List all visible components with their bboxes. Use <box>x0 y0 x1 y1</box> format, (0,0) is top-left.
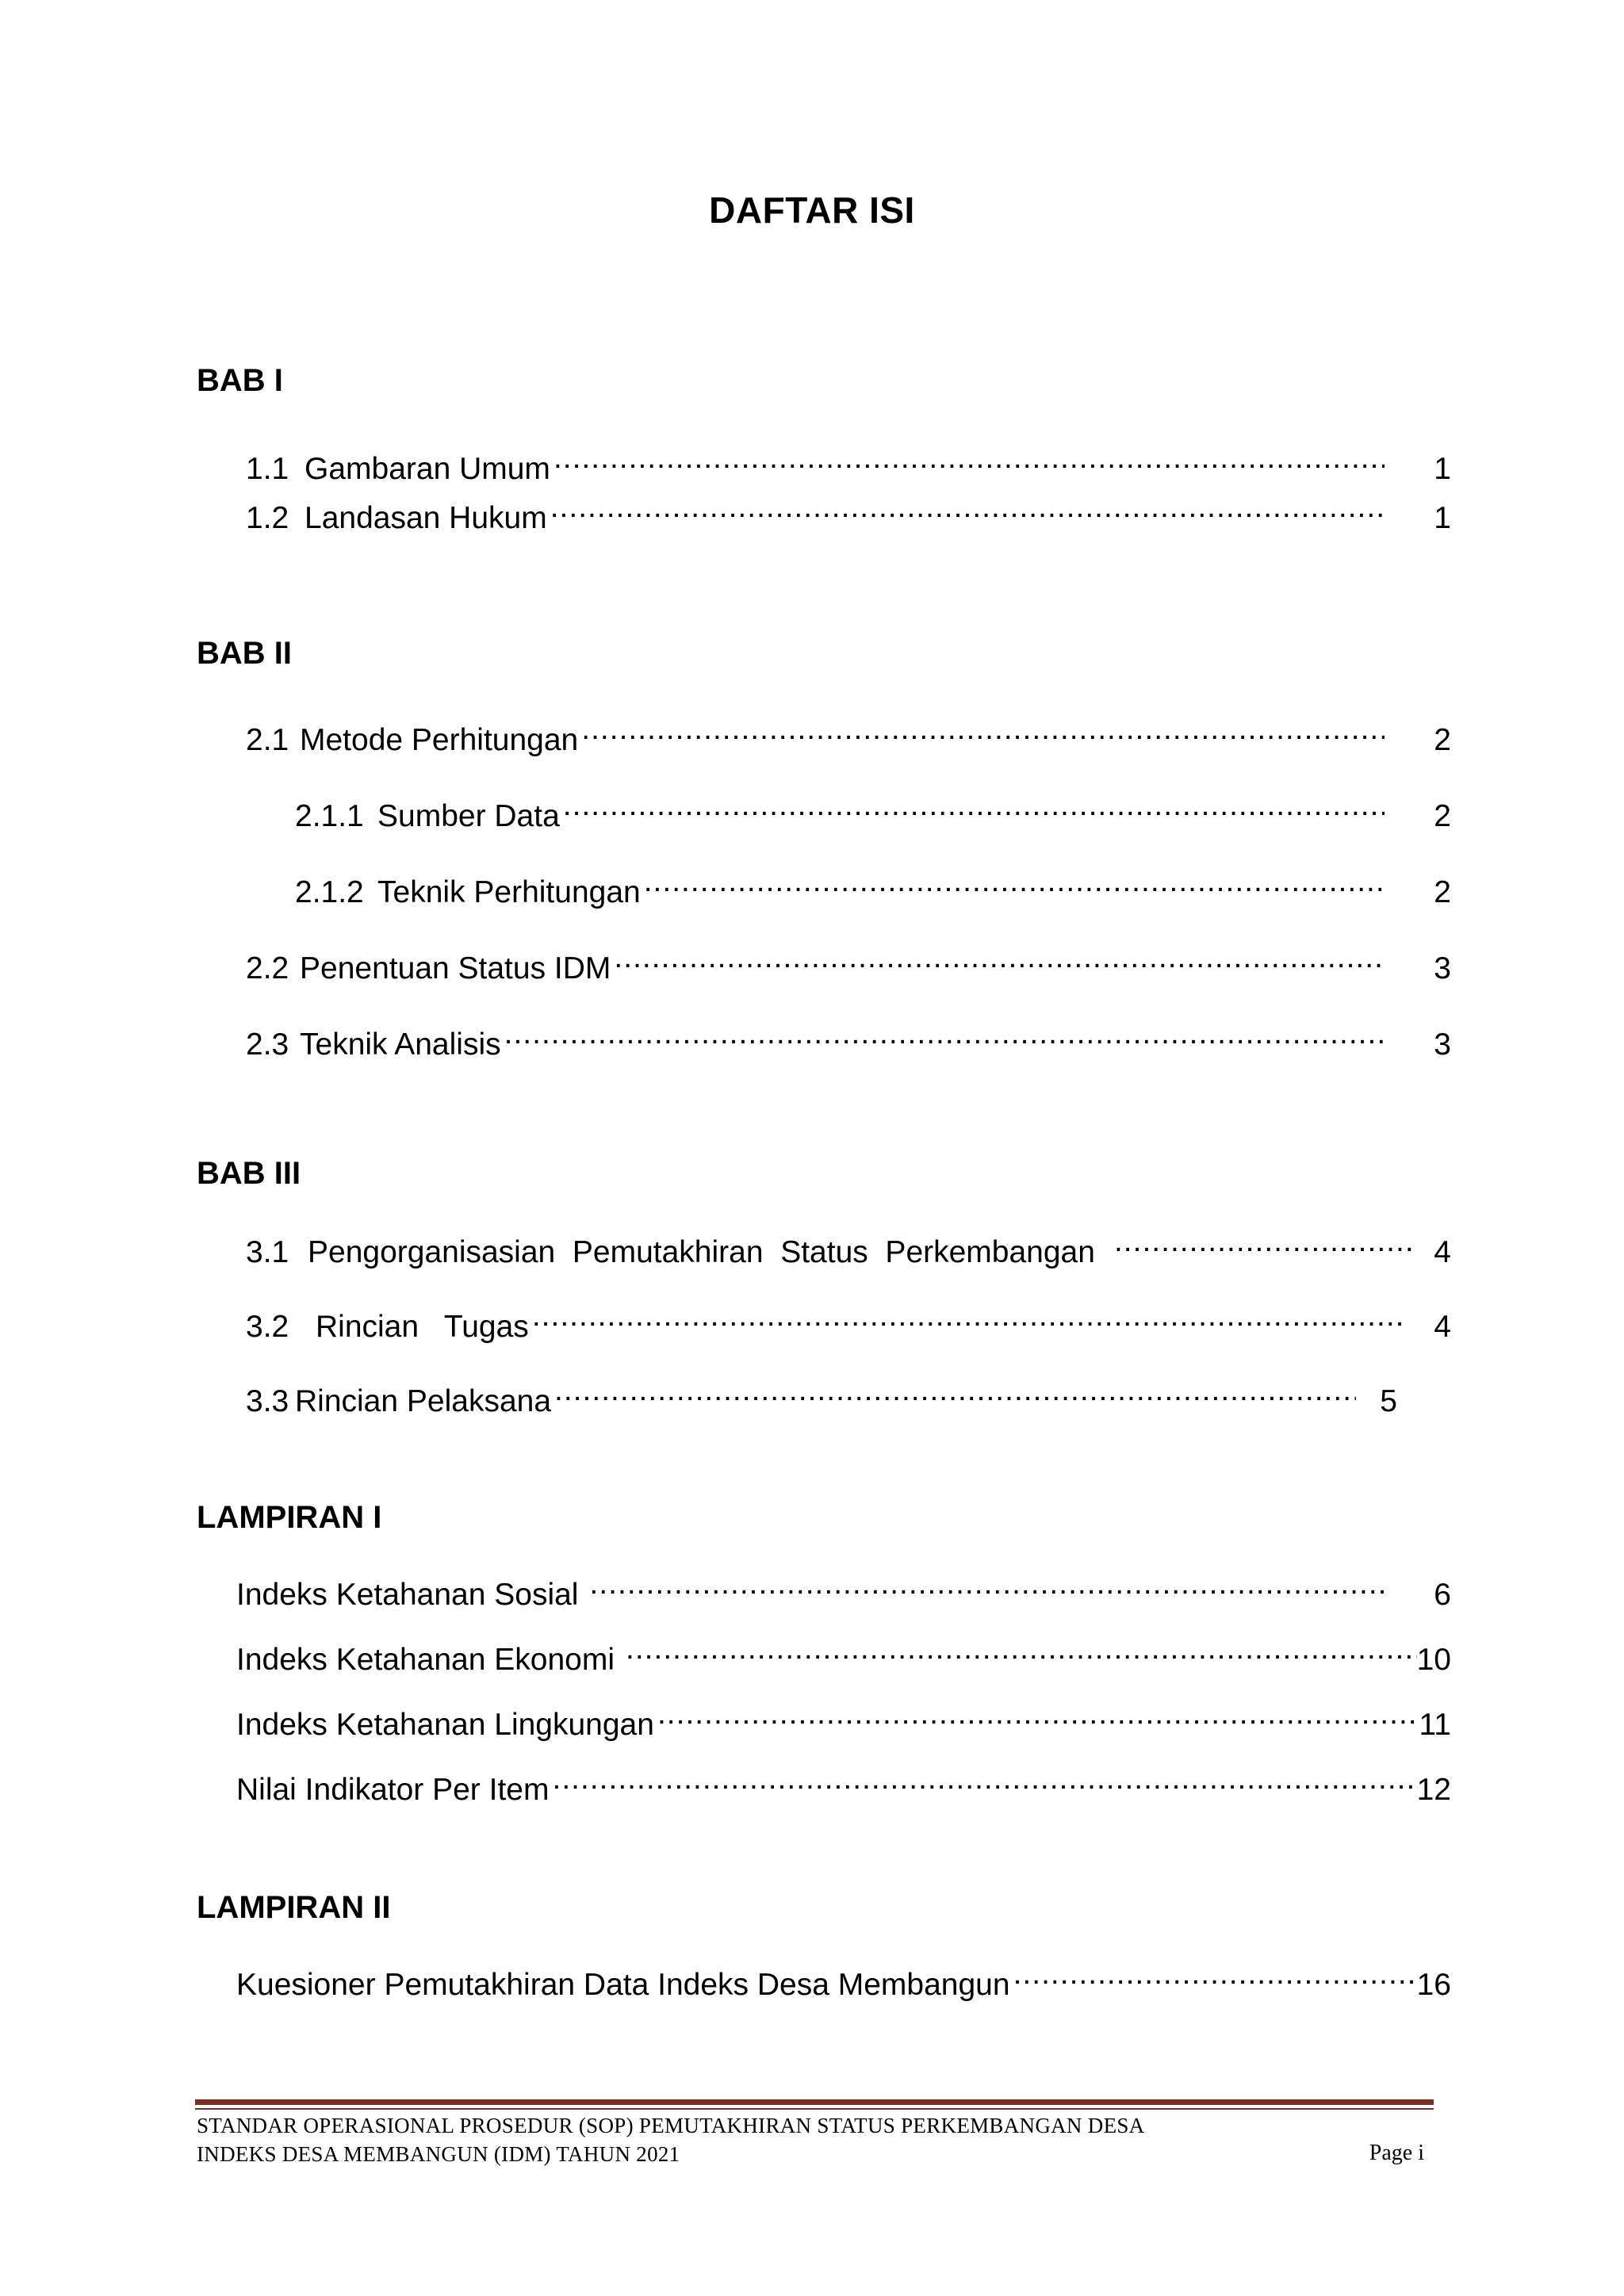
toc-entry[interactable] <box>246 1221 1451 1269</box>
toc-entry-page: 2 <box>1434 723 1451 757</box>
toc-entry-title: Gambaran Umum <box>304 452 550 486</box>
toc-entry-title: Indeks Ketahanan Ekonomi <box>236 1643 615 1677</box>
toc-entry-number: 1.1 <box>246 452 289 486</box>
chapter-heading-lampiran-i: LAMPIRAN I <box>197 1500 382 1535</box>
toc-dot-leader <box>1114 1221 1413 1262</box>
page-title: DAFTAR ISI <box>709 189 915 231</box>
toc-entry-title: Indeks Ketahanan Lingkungan <box>236 1708 654 1742</box>
toc-entry-page: 6 <box>1434 1578 1451 1612</box>
toc-dot-leader <box>504 1013 1385 1054</box>
toc-entry-page: 1 <box>1434 501 1451 535</box>
footer-rule-thin <box>195 2108 1434 2110</box>
toc-entry[interactable] <box>246 438 1451 486</box>
toc-dot-leader <box>553 438 1385 479</box>
toc-dot-leader <box>657 1693 1419 1735</box>
toc-entry[interactable] <box>236 1954 1451 2002</box>
toc-entry[interactable] <box>295 861 1451 909</box>
toc-dot-leader <box>1013 1954 1417 1995</box>
toc-entry-page: 5 <box>1380 1384 1397 1418</box>
toc-entry-number: 3.1 <box>246 1235 289 1269</box>
toc-entry-page: 2 <box>1434 875 1451 909</box>
toc-entry-title: Sumber Data <box>377 799 560 833</box>
toc-dot-leader <box>563 785 1385 826</box>
toc-entry-title: Nilai Indikator Per Item <box>236 1773 550 1807</box>
toc-entry[interactable] <box>246 709 1451 757</box>
toc-dot-leader <box>550 487 1385 528</box>
toc-entry[interactable] <box>246 937 1451 985</box>
toc-entry-title: Pengorganisasian Pemutakhiran Status Perkembangan <box>308 1235 1095 1269</box>
toc-entry-page: 1 <box>1434 452 1451 486</box>
chapter-heading-bab-ii: BAB II <box>197 636 292 671</box>
toc-dot-leader <box>589 1563 1385 1605</box>
toc-entry-number: 2.1.1 <box>295 799 364 833</box>
toc-entry-page: 12 <box>1416 1773 1451 1807</box>
chapter-heading-bab-iii: BAB III <box>197 1156 301 1191</box>
toc-entry-title: Landasan Hukum <box>304 501 547 535</box>
toc-entry[interactable] <box>295 785 1451 833</box>
toc-dot-leader <box>581 709 1385 750</box>
toc-entry-title: Rincian Pelaksana <box>295 1384 552 1418</box>
toc-entry-page: 10 <box>1416 1643 1451 1677</box>
footer-page-number: Page i <box>1369 2141 1424 2165</box>
toc-entry-page: 2 <box>1434 799 1451 833</box>
toc-entry-number: 3.3 <box>246 1384 289 1418</box>
toc-entry[interactable] <box>246 1013 1451 1062</box>
toc-entry-title: Indeks Ketahanan Sosial <box>236 1578 579 1612</box>
toc-entry-title: Teknik Analisis <box>300 1027 501 1062</box>
toc-entry-page: 11 <box>1419 1708 1451 1742</box>
toc-dot-leader <box>554 1370 1356 1411</box>
toc-entry-title: Metode Perhitungan <box>300 723 579 757</box>
toc-entry-number: 2.1.2 <box>295 875 364 909</box>
toc-entry[interactable] <box>236 1693 1451 1742</box>
toc-dot-leader <box>532 1295 1405 1337</box>
footer-line-2: INDEKS DESA MEMBANGUN (IDM) TAHUN 2021 <box>197 2142 680 2166</box>
toc-entry-number: 2.2 <box>246 951 289 985</box>
toc-entry-title: Rincian Tugas <box>316 1310 529 1344</box>
toc-entry-page: 3 <box>1434 951 1451 985</box>
toc-entry-page: 4 <box>1434 1235 1451 1269</box>
toc-entry[interactable] <box>246 1295 1451 1344</box>
toc-entry-number: 1.2 <box>246 501 289 535</box>
toc-dot-leader <box>552 1758 1416 1800</box>
toc-entry[interactable] <box>246 1370 1397 1418</box>
toc-entry-title: Kuesioner Pemutakhiran Data Indeks Desa Membangun <box>236 1968 1010 2002</box>
toc-entry-number: 3.2 <box>246 1310 289 1344</box>
toc-entry-page: 3 <box>1434 1027 1451 1062</box>
footer-rule <box>195 2099 1434 2105</box>
toc-entry[interactable] <box>236 1758 1451 1807</box>
chapter-heading-bab-i: BAB I <box>197 363 283 398</box>
toc-dot-leader <box>614 937 1385 978</box>
toc-entry-number: 2.3 <box>246 1027 289 1062</box>
toc-entry-title: Penentuan Status IDM <box>300 951 611 985</box>
toc-dot-leader <box>644 861 1385 902</box>
toc-entry-page: 4 <box>1434 1310 1451 1344</box>
toc-entry-number: 2.1 <box>246 723 289 757</box>
chapter-heading-lampiran-ii: LAMPIRAN II <box>197 1890 391 1925</box>
toc-entry-title: Teknik Perhitungan <box>377 875 641 909</box>
toc-entry-page: 16 <box>1416 1968 1451 2002</box>
toc-dot-leader <box>626 1628 1417 1670</box>
toc-entry[interactable] <box>236 1563 1451 1612</box>
toc-entry[interactable] <box>236 1628 1451 1677</box>
toc-entry[interactable] <box>246 487 1451 535</box>
footer-line-1: STANDAR OPERASIONAL PROSEDUR (SOP) PEMUTAKHIRAN STATUS PERKEMBANGAN DESA <box>197 2114 1145 2137</box>
